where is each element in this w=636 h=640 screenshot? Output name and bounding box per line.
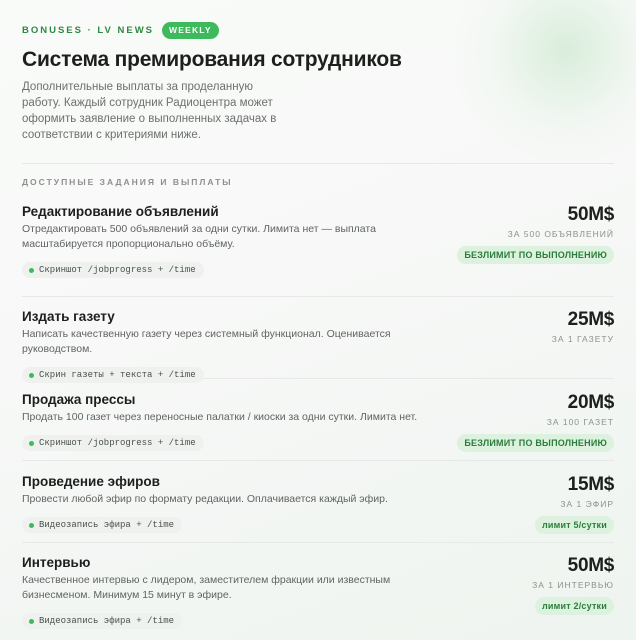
- task-unit: ЗА 1 ИНТЕРВЬЮ: [532, 580, 614, 590]
- task-description: Провести любой эфир по формату редакции. Оплачивается каждый эфир.: [22, 493, 388, 505]
- proof-chip: [22, 613, 182, 629]
- header-topline: [22, 21, 614, 39]
- task-unit: ЗА 100 ГАЗЕТ: [546, 417, 614, 427]
- divider: [22, 163, 614, 164]
- task-description: Отредактировать 500 объявлений за одни сутки. Лимита нет — выплата масштабируется пропорционально объёму.: [22, 223, 376, 250]
- limit-badge: лимит 5/сутки: [535, 516, 614, 534]
- proof-chip: [22, 435, 204, 451]
- task-title: Проведение эфиров: [22, 474, 160, 489]
- task-row: [22, 297, 614, 379]
- task-row: [22, 379, 614, 461]
- task-row: [22, 461, 614, 543]
- status-dot-icon: [29, 373, 34, 378]
- task-list: [22, 204, 614, 638]
- task-description: Написать качественную газету через системный функционал. Оценивается руководством.: [22, 328, 391, 355]
- proof-text: Видеозапись эфира + /time: [39, 616, 175, 626]
- proof-chip: [22, 262, 204, 278]
- task-price: 50M$: [567, 204, 614, 225]
- task-price: 20M$: [567, 392, 614, 413]
- proof-text: Видеозапись эфира + /time: [39, 520, 175, 530]
- task-title: Редактирование объявлений: [22, 204, 219, 219]
- task-price: 25M$: [567, 309, 614, 330]
- status-dot-icon: [29, 523, 34, 528]
- weekly-badge: WEEKLY: [162, 22, 219, 39]
- task-price: 50M$: [567, 555, 614, 576]
- brand-label: BONUSES · LV NEWS: [22, 24, 154, 36]
- status-dot-icon: [29, 268, 34, 273]
- task-title: Продажа прессы: [22, 392, 136, 407]
- task-unit: ЗА 500 ОБЪЯВЛЕНИЙ: [507, 229, 614, 239]
- proof-text: Скриншот /jobprogress + /time: [39, 265, 196, 275]
- task-unit: ЗА 1 ЭФИР: [560, 499, 614, 509]
- task-row: [22, 543, 614, 638]
- task-description: Продать 100 газет через переносные палатки / киоски за одни сутки. Лимита нет.: [22, 411, 418, 423]
- status-dot-icon: [29, 619, 34, 624]
- page-title: Система премирования сотрудников: [22, 48, 402, 71]
- proof-chip: [22, 367, 204, 383]
- section-label: ДОСТУПНЫЕ ЗАДАНИЯ И ВЫПЛАТЫ: [22, 177, 233, 187]
- task-price: 15M$: [567, 474, 614, 495]
- proof-chip: [22, 517, 182, 533]
- task-title: Интервью: [22, 555, 91, 570]
- task-title: Издать газету: [22, 309, 115, 324]
- limit-badge: БЕЗЛИМИТ ПО ВЫПОЛНЕНИЮ: [457, 434, 614, 452]
- task-unit: ЗА 1 ГАЗЕТУ: [551, 334, 614, 344]
- status-dot-icon: [29, 441, 34, 446]
- proof-text: Скриншот /jobprogress + /time: [39, 438, 196, 448]
- proof-text: Скрин газеты + текста + /time: [39, 370, 196, 380]
- task-description: Качественное интервью с лидером, заместителем фракции или известным бизнесменом. Минимум 15 минут в эфире.: [22, 574, 391, 601]
- page: [22, 0, 614, 640]
- limit-badge: БЕЗЛИМИТ ПО ВЫПОЛНЕНИЮ: [457, 246, 614, 264]
- task-row: [22, 204, 614, 297]
- intro-text: Дополнительные выплаты за проделанную работу. Каждый сотрудник Радиоцентра может оформить заявление о выполненных задачах в соответствии с критериями ниже.: [22, 81, 277, 141]
- limit-badge: лимит 2/сутки: [535, 597, 614, 615]
